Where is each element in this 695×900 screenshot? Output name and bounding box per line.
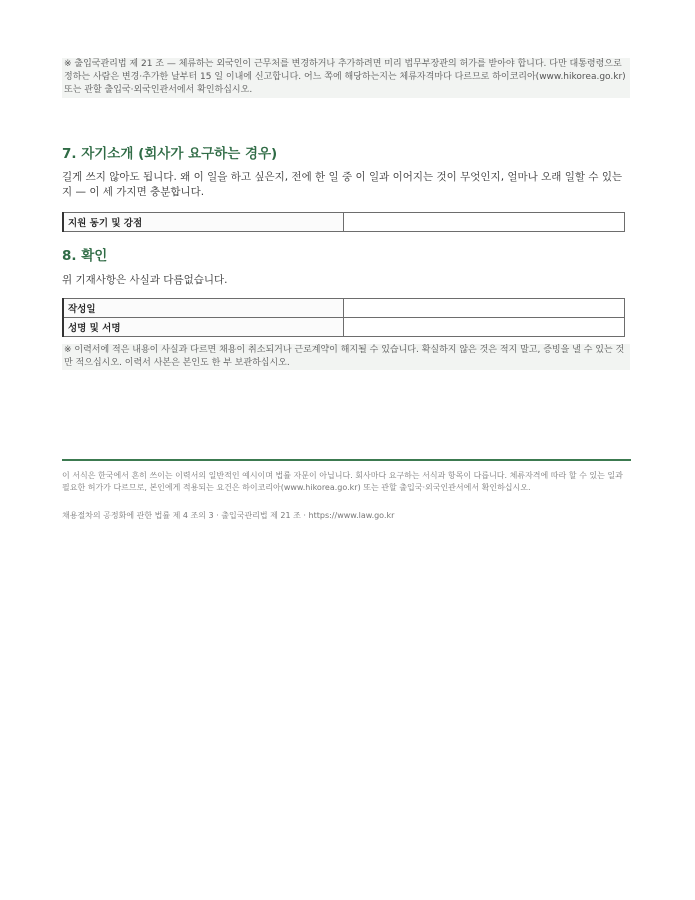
section-7-instructions: 길게 쓰지 않아도 됩니다. 왜 이 일을 하고 싶은지, 전에 한 일 중 이 일과 이어지는 것이 무엇인지, 얼마나 오래 일할 수 있는지 — 이 세 가지면 충분합니다. xyxy=(62,171,623,198)
confirmation-statement: 위 기재사항은 사실과 다름없습니다. xyxy=(62,274,228,286)
motivation-label: 지원 동기 및 강점 xyxy=(63,213,343,232)
signature-label: 성명 및 서명 xyxy=(63,318,343,337)
date-field[interactable] xyxy=(343,299,625,318)
footer-legal-references: 채용절차의 공정화에 관한 법률 제 4 조의 3 · 출입국관리법 제 21 조 · https://www.law.go.kr xyxy=(62,511,395,520)
signature-field[interactable] xyxy=(343,318,625,337)
date-label: 작성일 xyxy=(63,299,343,318)
accuracy-notice: ※ 이력서에 적은 내용이 사실과 다르면 채용이 취소되거나 근로계약이 해지될 수 있습니다. 확실하지 않은 것은 적지 말고, 증빙을 낼 수 있는 것만 적으십시오. 이력서 사본은 본인도 한 부 보관하십시오. xyxy=(62,344,630,370)
section-8-heading: 8. 확인 xyxy=(62,248,108,264)
immigration-notice: ※ 출입국관리법 제 21 조 — 체류하는 외국인이 근무처를 변경하거나 추가하려면 미리 법무부장관의 허가를 받아야 합니다. 다만 대통령령으로 정하는 사람은 변경·추가한 날부터 15 일 이내에 신고합니다. 어느 쪽에 해당하는지는 체류자격마다 다르므로 하이코리아(www.hikorea.go.kr) 또는 관할 출입국·외국인관서에서 확인하십시오. xyxy=(62,58,630,98)
motivation-field[interactable] xyxy=(343,213,625,232)
confirmation-table xyxy=(62,298,625,337)
table-row xyxy=(63,299,625,318)
table-row xyxy=(63,318,625,337)
section-7-heading: 7. 자기소개 (회사가 요구하는 경우) xyxy=(62,146,278,162)
table-row xyxy=(63,213,625,232)
self-intro-table xyxy=(62,212,625,232)
footer-divider xyxy=(62,459,631,461)
footer-disclaimer: 이 서식은 한국에서 흔히 쓰이는 이력서의 일반적인 예시이며 법률 자문이 아닙니다. 회사마다 요구하는 서식과 항목이 다릅니다. 체류자격에 따라 할 수 있는 일과 필요한 허가가 다르므로, 본인에게 적용되는 요건은 하이코리아(www.hikorea.go.kr) 또는 관할 출입국·외국인관서에서 확인하십시오. xyxy=(62,471,623,492)
